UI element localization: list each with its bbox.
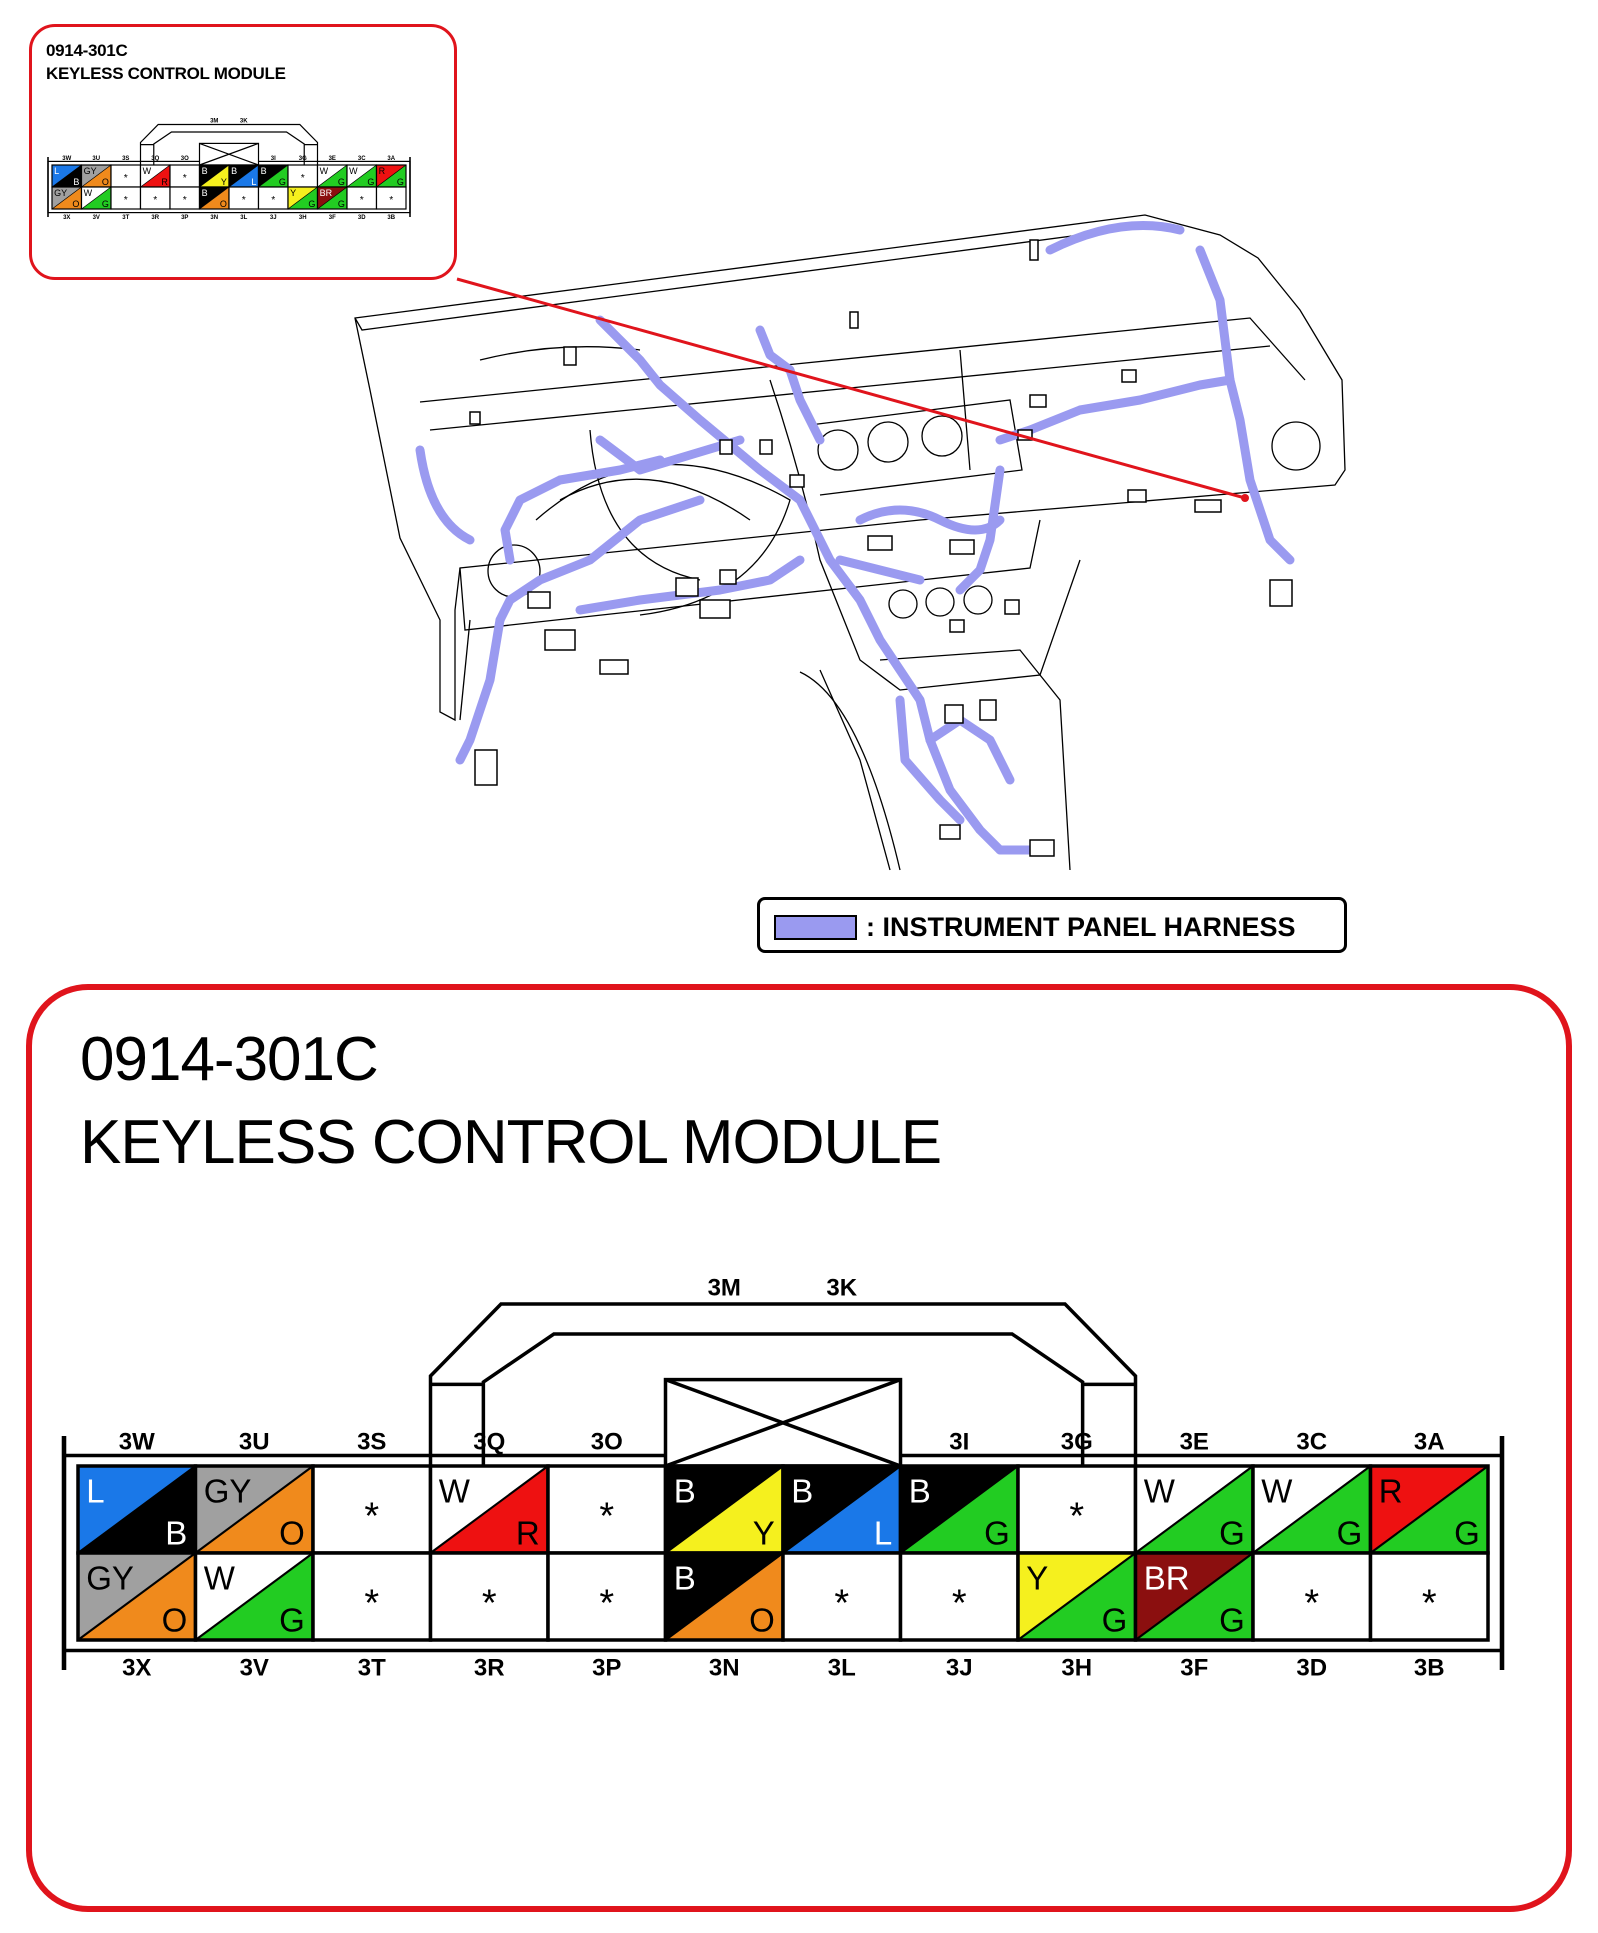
wire-code-secondary: O: [279, 1514, 305, 1552]
wire-code-secondary: G: [1219, 1601, 1245, 1639]
pin-cell-3w: [78, 1429, 196, 1554]
pin-label: 3W: [118, 1428, 155, 1456]
wire-code-secondary: O: [749, 1601, 775, 1639]
connector-face-diagram: [56, 1274, 1536, 1738]
wire-code-secondary: Y: [752, 1514, 775, 1552]
wire-code-primary: Y: [1026, 1559, 1049, 1597]
wire-code-primary: W: [438, 1472, 470, 1510]
pin-label: 3C: [1296, 1428, 1328, 1456]
wire-code-secondary: G: [367, 176, 375, 187]
wire-code-primary: L: [54, 166, 60, 177]
pin-label: 3J: [269, 214, 277, 221]
pin-label: 3O: [590, 1428, 623, 1456]
wire-code-secondary: G: [337, 176, 345, 187]
wire-code-secondary: G: [1219, 1514, 1245, 1552]
pin-label: 3G: [1060, 1428, 1093, 1456]
wire-code-primary: Y: [290, 188, 297, 199]
wire-code-primary: GY: [54, 188, 68, 199]
pin-label: 3Q: [473, 1428, 506, 1456]
pin-label: 3J: [945, 1654, 973, 1682]
wire-code-secondary: G: [396, 176, 404, 187]
wire-code-secondary: R: [161, 176, 168, 187]
pin-cell-3a: [1371, 1429, 1489, 1554]
wire-code-secondary: O: [72, 198, 80, 209]
wire-code-primary: L: [86, 1472, 105, 1510]
pin-cell-3e: [1136, 1429, 1254, 1554]
pin-cell-3o: [548, 1429, 666, 1554]
wire-code-primary: B: [673, 1559, 696, 1597]
wire-code-primary: GY: [203, 1472, 252, 1510]
unused-pin-mark: *: [271, 194, 276, 206]
pin-label: 3D: [357, 214, 366, 221]
legend-label: : INSTRUMENT PANEL HARNESS: [866, 912, 1296, 942]
leader-target-dot: [1241, 494, 1249, 502]
pin-cell-3u: [196, 1429, 314, 1554]
wire-code-secondary: G: [984, 1514, 1010, 1552]
unused-pin-mark: *: [389, 194, 394, 206]
pin-label: 3A: [387, 155, 396, 162]
pin-label: 3F: [1180, 1654, 1209, 1682]
wire-code-secondary: G: [278, 176, 286, 187]
wire-code-primary: BR: [319, 188, 333, 199]
wire-code-primary: W: [349, 166, 358, 177]
wire-code-primary: BR: [1143, 1559, 1190, 1597]
wire-code-secondary: R: [515, 1514, 540, 1552]
wire-code-secondary: G: [101, 198, 109, 209]
pin-label: 3C: [357, 155, 366, 162]
unused-pin-mark: *: [1069, 1495, 1085, 1538]
pin-label: 3H: [1061, 1654, 1093, 1682]
wire-code-primary: W: [203, 1559, 235, 1597]
unused-pin-mark: *: [182, 194, 187, 206]
pin-cell-3x: [78, 1553, 196, 1682]
wire-code-secondary: O: [161, 1601, 188, 1639]
pin-label: 3A: [1413, 1428, 1445, 1456]
wire-code-primary: W: [142, 166, 152, 177]
pin-label: 3X: [122, 1654, 152, 1682]
pin-label: 3W: [62, 155, 72, 162]
inset-part-number: 0914-301C: [46, 41, 128, 60]
harness-legend: [757, 897, 1347, 953]
unused-pin-mark: *: [182, 172, 187, 184]
pin-label: 3R: [473, 1654, 505, 1682]
unused-pin-mark: *: [153, 194, 158, 206]
pin-cell-3i: [901, 1429, 1019, 1554]
pin-label: 3P: [181, 214, 189, 221]
pin-label: 3D: [1296, 1654, 1328, 1682]
wire-code-secondary: G: [1101, 1601, 1128, 1639]
unused-pin-mark: *: [123, 194, 128, 206]
part-number-title: 0914-301C: [80, 1025, 378, 1094]
pin-label: 3O: [180, 155, 189, 162]
wire-code-secondary: B: [73, 176, 80, 187]
wire-code-primary: B: [908, 1472, 931, 1510]
pin-label-3m: 3M: [210, 118, 219, 125]
wire-code-primary: B: [201, 188, 208, 199]
wire-code-primary: W: [1143, 1472, 1175, 1510]
pin-label: 3E: [328, 155, 336, 162]
wire-code-secondary: Y: [220, 176, 227, 187]
pin-label: 3F: [328, 214, 336, 221]
unused-pin-mark: *: [364, 1495, 380, 1538]
unused-pin-mark: *: [599, 1582, 615, 1625]
unused-pin-mark: *: [834, 1582, 850, 1625]
pin-cell-3r: [431, 1553, 549, 1682]
pin-label-3k: 3K: [239, 118, 248, 125]
pin-cell-3l: [783, 1553, 901, 1682]
wire-code-primary: R: [378, 166, 386, 177]
wire-code-primary: GY: [83, 166, 97, 177]
pin-cell-3q: [431, 1429, 549, 1554]
unused-pin-mark: *: [364, 1582, 380, 1625]
pin-cell-3t: [313, 1553, 431, 1682]
pin-label: 3H: [298, 214, 307, 221]
wire-code-secondary: O: [101, 176, 109, 187]
wire-code-secondary: O: [219, 198, 227, 209]
pin-label: 3V: [239, 1654, 269, 1682]
pin-label-3m: 3M: [707, 1274, 741, 1302]
pin-label: 3U: [238, 1428, 270, 1456]
wire-code-secondary: G: [308, 198, 316, 209]
wire-code-primary: B: [231, 166, 238, 177]
wire-code-secondary: G: [337, 198, 345, 209]
pin-label: 3B: [387, 214, 396, 221]
inset-module-name: KEYLESS CONTROL MODULE: [46, 64, 286, 83]
pin-cell-3k: [783, 1466, 901, 1553]
harness-color-swatch: [774, 915, 857, 940]
wire-code-secondary: L: [873, 1514, 893, 1552]
unused-pin-mark: *: [599, 1495, 615, 1538]
unused-pin-mark: *: [951, 1582, 967, 1625]
pin-cell-3n: [666, 1553, 784, 1682]
pin-label: 3T: [357, 1654, 386, 1682]
wire-code-primary: W: [83, 188, 93, 199]
pin-label: 3I: [270, 155, 276, 162]
pin-label: 3S: [122, 155, 130, 162]
pin-label: 3B: [1413, 1654, 1445, 1682]
wire-code-primary: B: [201, 166, 208, 177]
pin-label: 3N: [708, 1654, 740, 1682]
pin-label: 3I: [949, 1428, 970, 1456]
instrument-panel-illustration: [0, 0, 1598, 900]
unused-pin-mark: *: [481, 1582, 497, 1625]
pin-label: 3V: [92, 214, 100, 221]
pin-cell-3d: [1253, 1553, 1371, 1682]
pin-cell-3p: [548, 1553, 666, 1682]
pin-cell-3f: [1136, 1553, 1254, 1682]
wire-code-secondary: G: [1454, 1514, 1480, 1552]
pin-cell-3s: [313, 1429, 431, 1554]
pin-cell-3v: [196, 1553, 314, 1682]
pin-cell-3b: [1371, 1553, 1489, 1682]
wire-code-primary: W: [1261, 1472, 1293, 1510]
pin-cell-3m: [666, 1466, 784, 1553]
wire-code-primary: R: [1378, 1472, 1403, 1510]
pin-label: 3L: [827, 1654, 856, 1682]
pin-label: 3T: [122, 214, 130, 221]
pin-label: 3Q: [151, 155, 160, 162]
wire-code-secondary: L: [251, 176, 257, 187]
unused-pin-mark: *: [123, 172, 128, 184]
module-name-title: KEYLESS CONTROL MODULE: [80, 1108, 942, 1177]
wire-code-secondary: G: [1336, 1514, 1363, 1552]
wire-code-secondary: G: [279, 1601, 305, 1639]
harness-connectors: [470, 240, 1292, 856]
wire-code-primary: B: [791, 1472, 814, 1510]
unused-pin-mark: *: [1421, 1582, 1437, 1625]
pin-label: 3S: [357, 1428, 387, 1456]
pin-label: 3U: [92, 155, 101, 162]
pin-label: 3E: [1179, 1428, 1209, 1456]
pin-label: 3P: [592, 1654, 622, 1682]
wire-code-primary: GY: [86, 1559, 134, 1597]
pin-cell-3h: [1018, 1553, 1136, 1682]
pin-cell-3g: [1018, 1429, 1136, 1554]
pin-label-3k: 3K: [826, 1274, 858, 1302]
pin-label: 3L: [240, 214, 248, 221]
unused-pin-mark: *: [241, 194, 246, 206]
wire-code-secondary: B: [165, 1514, 188, 1552]
pin-label: 3R: [151, 214, 160, 221]
wire-code-primary: B: [260, 166, 267, 177]
pin-cell-3c: [1253, 1429, 1371, 1554]
wire-code-primary: W: [319, 166, 329, 177]
unused-pin-mark: *: [300, 172, 305, 184]
pin-label: 3X: [63, 214, 71, 221]
pin-label: 3G: [298, 155, 307, 162]
pin-cell-3j: [901, 1553, 1019, 1682]
unused-pin-mark: *: [359, 194, 364, 206]
unused-pin-mark: *: [1304, 1582, 1320, 1625]
wire-code-primary: B: [673, 1472, 696, 1510]
pin-label: 3N: [210, 214, 219, 221]
